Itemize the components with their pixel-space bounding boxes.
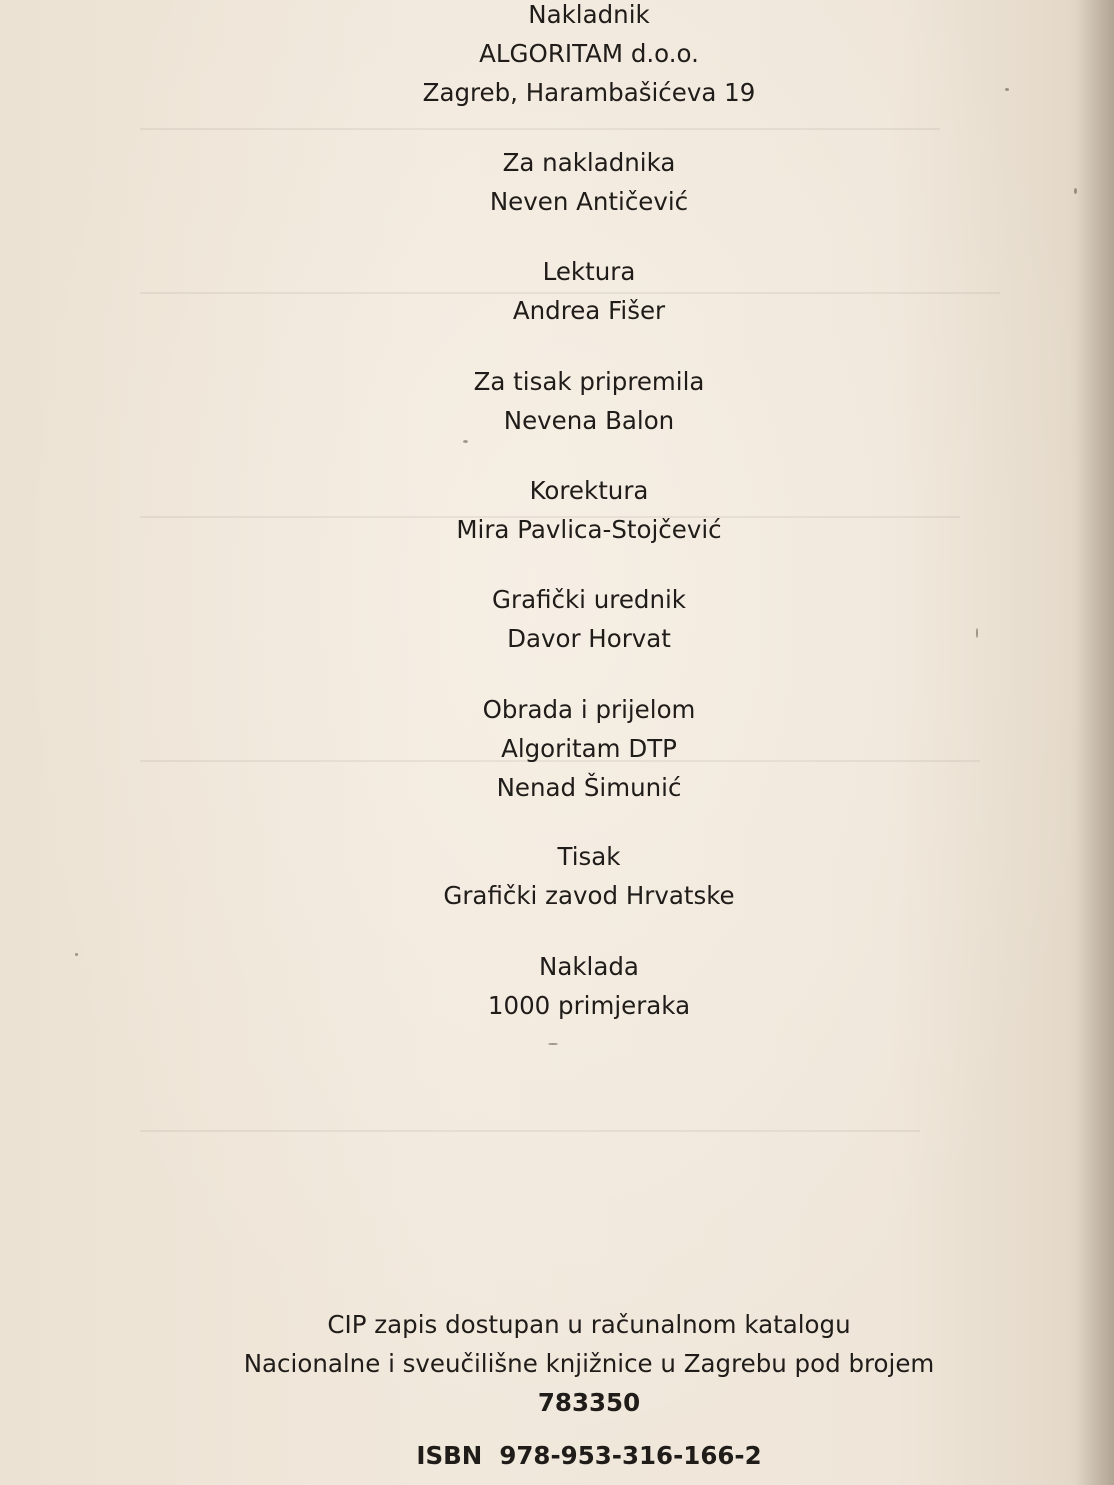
- section-proofreading: [0, 252, 1114, 330]
- paper-speck: [463, 440, 468, 443]
- cip-line-2: Nacionalne i sveučilišne knjižnice u Zagrebu pod brojem: [243, 1349, 935, 1378]
- section-heading: Korektura: [529, 476, 649, 505]
- section-value: Algoritam DTP: [501, 734, 677, 763]
- publisher-name: ALGORITAM d.o.o.: [479, 39, 699, 68]
- show-through-line: [140, 128, 940, 130]
- section-value: 1000 primjeraka: [487, 991, 691, 1020]
- isbn-number: ISBN 978-953-316-166-2: [416, 1441, 762, 1470]
- show-through-line: [140, 1130, 920, 1132]
- paper-speck: [976, 628, 978, 638]
- cip-number: 783350: [537, 1388, 641, 1417]
- section-for-publisher: [0, 143, 1114, 221]
- section-print: [0, 837, 1114, 915]
- section-heading: Obrada i prijelom: [482, 695, 696, 724]
- section-value: Davor Horvat: [507, 624, 671, 653]
- section-edition: [0, 947, 1114, 1025]
- section-heading: Grafički urednik: [492, 585, 686, 614]
- section-heading: Nakladnik: [528, 0, 650, 29]
- paper-speck: [1074, 188, 1077, 194]
- paper-speck: [1005, 88, 1009, 91]
- cip-line-1: CIP zapis dostupan u računalnom katalogu: [327, 1310, 851, 1339]
- section-value: Mira Pavlica-Stojčević: [456, 515, 722, 544]
- section-value: Nevena Balon: [503, 406, 675, 435]
- section-value: Nenad Šimunić: [496, 773, 682, 802]
- cip-record: [0, 1305, 1114, 1422]
- section-heading: Za nakladnika: [502, 148, 676, 177]
- section-correction: [0, 471, 1114, 549]
- isbn-block: [0, 1436, 1114, 1475]
- section-publisher: [0, 0, 1114, 112]
- section-value: Grafički zavod Hrvatske: [443, 881, 735, 910]
- paper-speck: [75, 953, 78, 956]
- section-value: Andrea Fišer: [512, 296, 666, 325]
- section-value: Neven Antičević: [489, 187, 689, 216]
- section-heading: Za tisak pripremila: [473, 367, 705, 396]
- publisher-address: Zagreb, Harambašićeva 19: [422, 78, 756, 107]
- section-print-preparation: [0, 362, 1114, 440]
- paper-speck: [548, 1043, 558, 1045]
- section-heading: Naklada: [539, 952, 639, 981]
- section-layout: [0, 690, 1114, 807]
- section-heading: Lektura: [542, 257, 636, 286]
- section-graphic-editor: [0, 580, 1114, 658]
- section-heading: Tisak: [557, 842, 621, 871]
